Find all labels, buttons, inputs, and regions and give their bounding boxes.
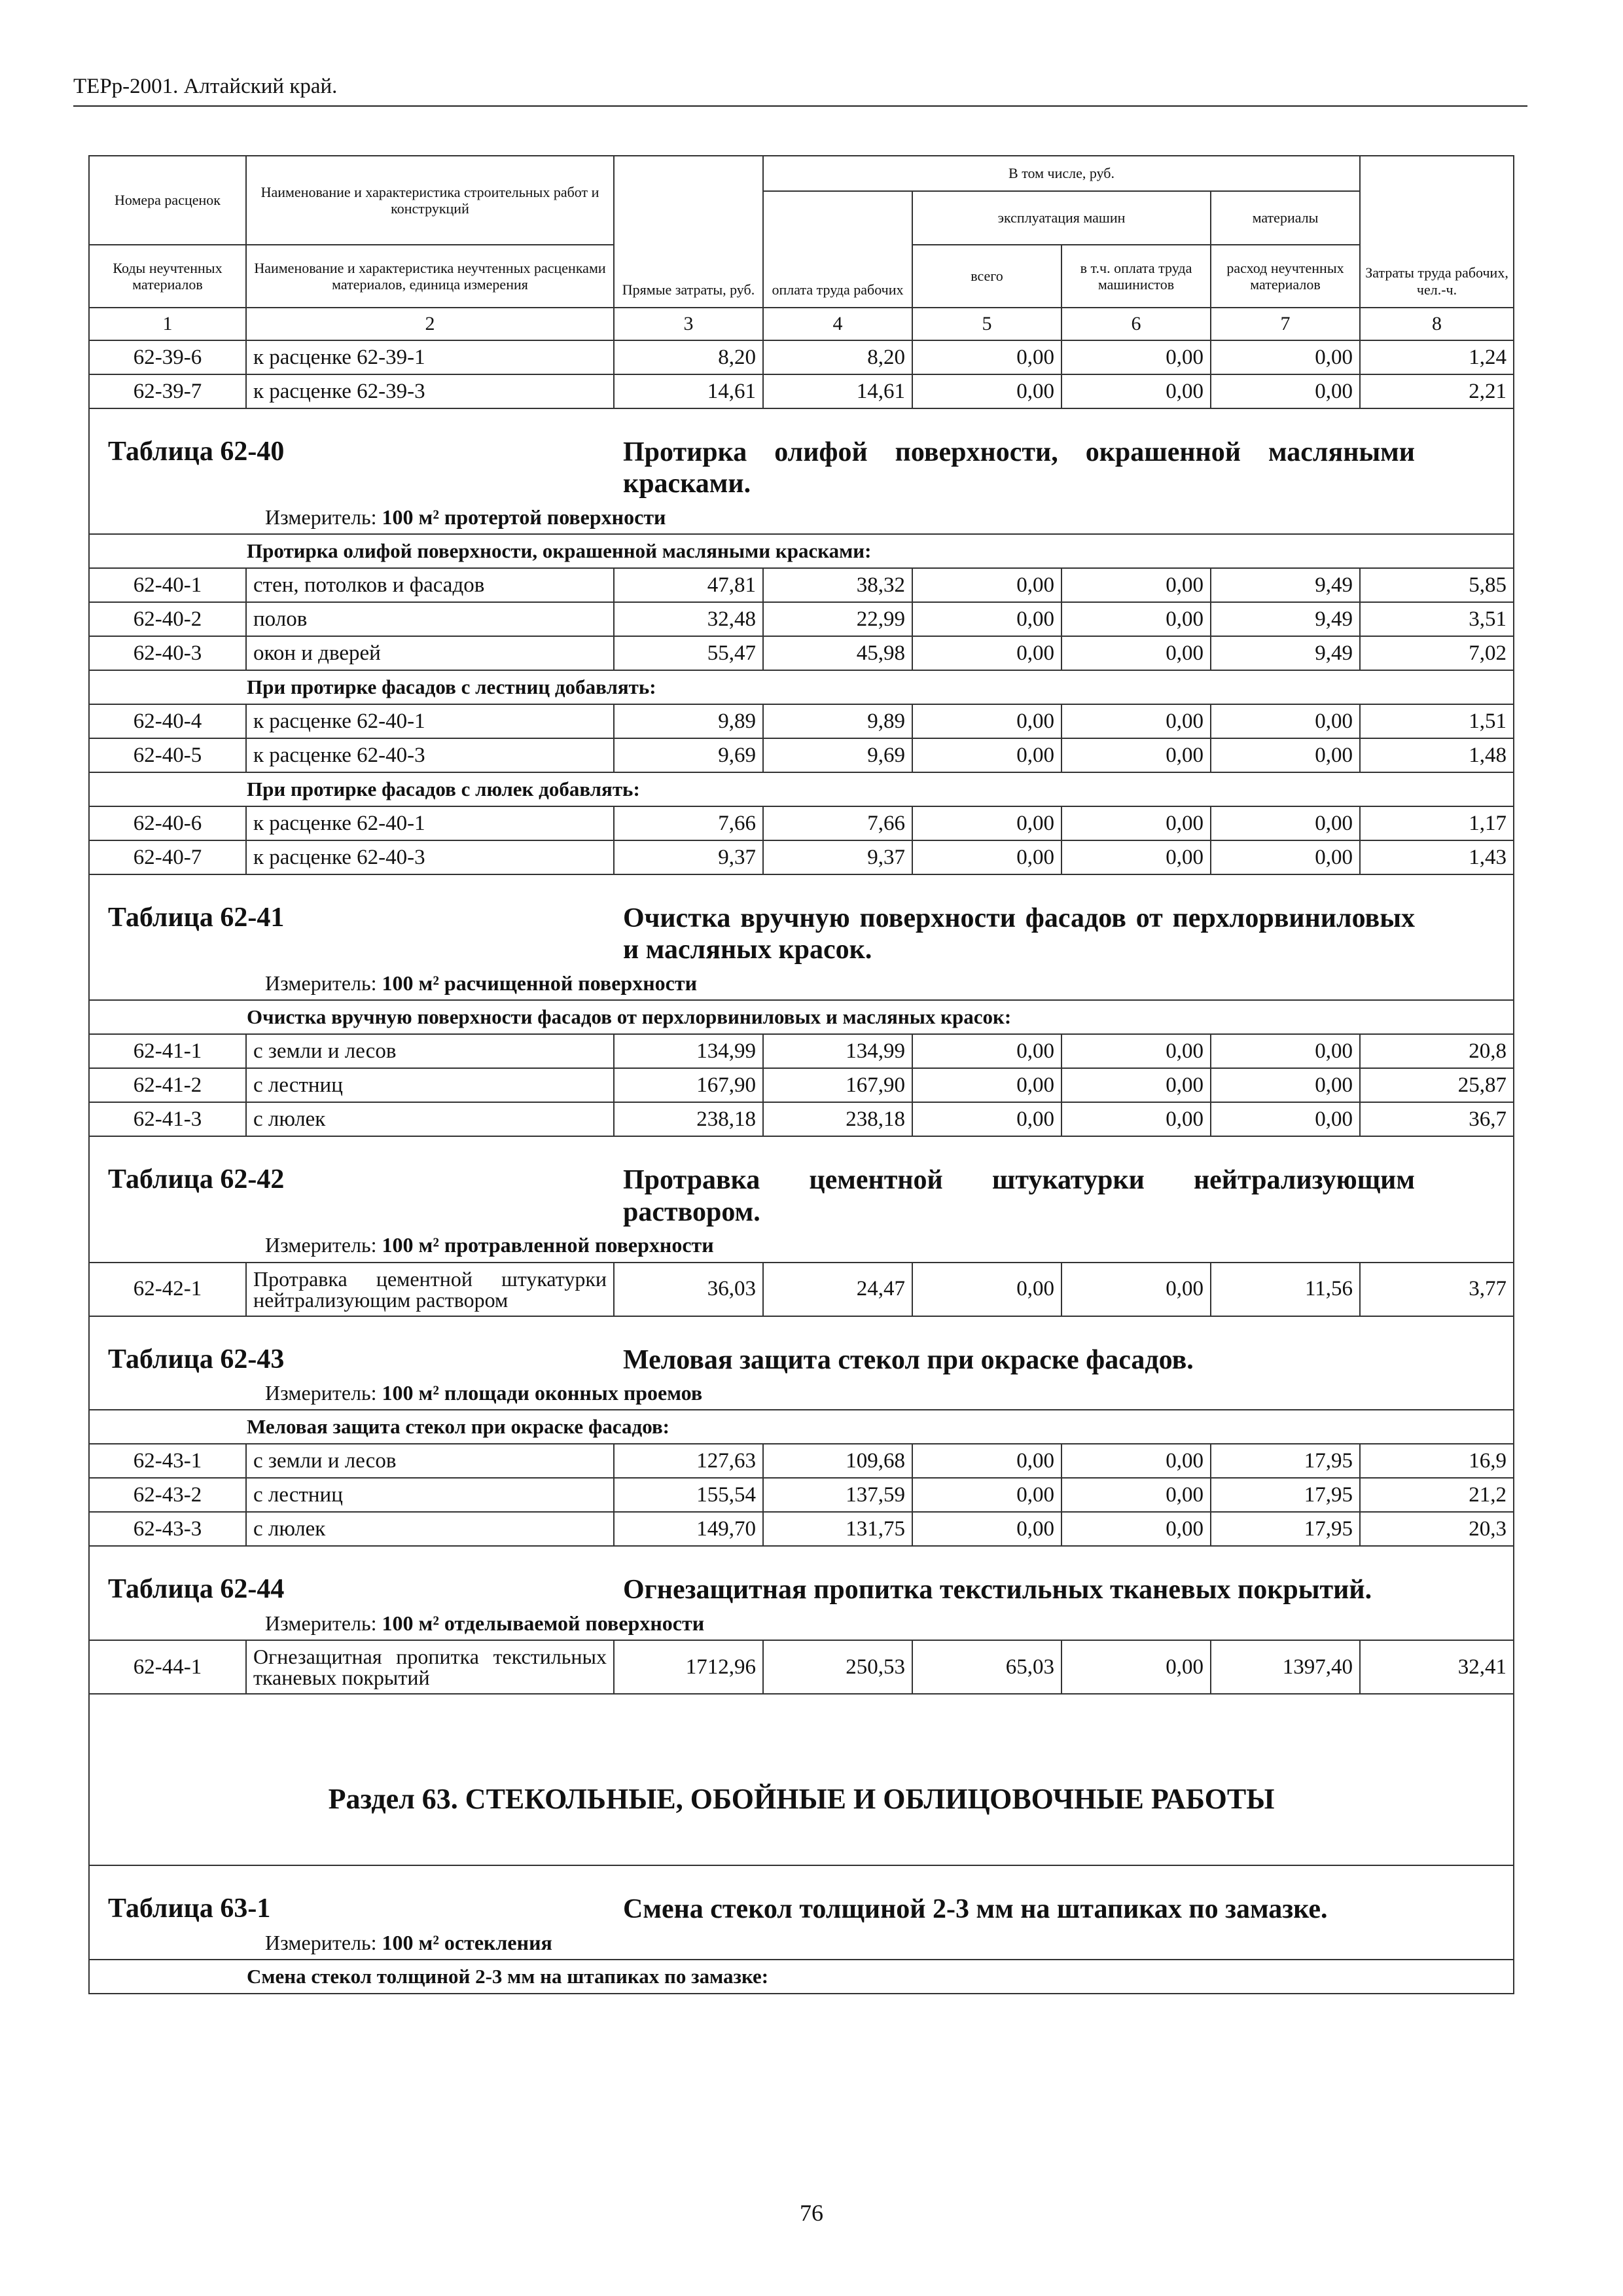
direct-cost: 36,03 — [614, 1263, 763, 1316]
labor-pay: 7,66 — [763, 806, 912, 840]
labor-pay: 45,98 — [763, 636, 912, 670]
table-heading-line — [108, 1344, 1495, 1376]
header-number: 5 — [912, 308, 1061, 340]
machinists-pay: 0,00 — [1061, 1640, 1211, 1694]
measure-label: Измеритель: — [265, 1232, 377, 1257]
table-heading-line — [108, 1893, 1495, 1925]
table-block-heading-row — [89, 1136, 1514, 1262]
table-row — [89, 1102, 1514, 1136]
table-row — [89, 636, 1514, 670]
machinists-pay: 0,00 — [1061, 1444, 1211, 1478]
materials-cost: 11,56 — [1211, 1263, 1360, 1316]
machines-total: 0,00 — [912, 1478, 1061, 1512]
table-block-heading — [89, 1546, 1514, 1640]
labor-pay: 22,99 — [763, 602, 912, 636]
table-row — [89, 602, 1514, 636]
machinists-pay: 0,00 — [1061, 1512, 1211, 1546]
machines-total: 0,00 — [912, 806, 1061, 840]
labor-hours: 20,8 — [1360, 1034, 1514, 1068]
header-number: 7 — [1211, 308, 1360, 340]
work-name: с земли и лесов — [246, 1034, 614, 1068]
measure-line — [108, 970, 1495, 1000]
table-number: Таблица 62-42 — [108, 1164, 285, 1195]
labor-hours: 3,77 — [1360, 1263, 1514, 1316]
rate-code: 62-39-7 — [89, 374, 246, 408]
work-name: окон и дверей — [246, 636, 614, 670]
table-number: Таблица 62-40 — [108, 437, 285, 467]
table-title: Смена стекол толщиной 2-3 мм на штапиках по замазке. — [623, 1894, 1328, 1925]
work-name: Огнезащитная пропитка текстильных тканевых покрытий — [246, 1640, 614, 1694]
labor-pay: 9,37 — [763, 840, 912, 874]
rate-code: 62-43-1 — [89, 1444, 246, 1478]
labor-hours: 1,43 — [1360, 840, 1514, 874]
machinists-pay: 0,00 — [1061, 374, 1211, 408]
labor-pay: 238,18 — [763, 1102, 912, 1136]
header-col7: расход неучтенных материалов — [1211, 245, 1360, 308]
header-col8: Затраты труда рабочих, чел.-ч. — [1360, 156, 1514, 308]
labor-pay: 14,61 — [763, 374, 912, 408]
table-row — [89, 1034, 1514, 1068]
rate-code: 62-40-7 — [89, 840, 246, 874]
group-heading: Смена стекол толщиной 2-3 мм на штапиках по замазке: — [89, 1960, 1514, 1994]
group-heading: Очистка вручную поверхности фасадов от перхлорвиниловых и масляных красок: — [89, 1000, 1514, 1034]
table-row — [89, 1444, 1514, 1478]
rate-code: 62-42-1 — [89, 1263, 246, 1316]
header-col3: Прямые затраты, руб. — [614, 156, 763, 308]
header-col2-top: Наименование и характеристика строительных работ и конструкций — [246, 156, 614, 245]
materials-cost: 0,00 — [1211, 738, 1360, 772]
direct-cost: 1712,96 — [614, 1640, 763, 1694]
table-block-heading — [89, 408, 1514, 534]
group-row — [89, 534, 1514, 568]
machinists-pay: 0,00 — [1061, 806, 1211, 840]
work-name: к расценке 62-39-3 — [246, 374, 614, 408]
table-block-heading — [89, 874, 1514, 1000]
materials-cost: 0,00 — [1211, 1068, 1360, 1102]
machines-total: 0,00 — [912, 636, 1061, 670]
measure-line — [108, 1380, 1495, 1410]
labor-pay: 137,59 — [763, 1478, 912, 1512]
labor-hours: 2,21 — [1360, 374, 1514, 408]
header-number-row — [89, 308, 1514, 340]
labor-hours: 32,41 — [1360, 1640, 1514, 1694]
rate-code: 62-43-3 — [89, 1512, 246, 1546]
table-block-heading — [89, 1865, 1514, 1960]
measure-value: 100 м² протравленной поверхности — [382, 1232, 714, 1257]
header-number: 6 — [1061, 308, 1211, 340]
materials-cost: 9,49 — [1211, 602, 1360, 636]
machines-total: 0,00 — [912, 1068, 1061, 1102]
labor-hours: 1,48 — [1360, 738, 1514, 772]
table-block-heading-row — [89, 408, 1514, 534]
group-heading: При протирке фасадов с люлек добавлять: — [89, 772, 1514, 806]
machinists-pay: 0,00 — [1061, 340, 1211, 374]
materials-cost: 0,00 — [1211, 374, 1360, 408]
rate-code: 62-41-2 — [89, 1068, 246, 1102]
group-row — [89, 1960, 1514, 1994]
materials-cost: 9,49 — [1211, 636, 1360, 670]
header-row-1 — [89, 156, 1514, 191]
measure-value: 100 м² протертой поверхности — [382, 505, 666, 529]
direct-cost: 47,81 — [614, 568, 763, 602]
measure-label: Измеритель: — [265, 1611, 377, 1635]
labor-pay: 38,32 — [763, 568, 912, 602]
table-title: Огнезащитная пропитка текстильных тканевых покрытий. — [623, 1575, 1372, 1605]
measure-value: 100 м² отделываемой поверхности — [382, 1611, 705, 1635]
machinists-pay: 0,00 — [1061, 1068, 1211, 1102]
rate-code: 62-44-1 — [89, 1640, 246, 1694]
labor-hours: 1,17 — [1360, 806, 1514, 840]
rates-table — [88, 155, 1514, 1994]
table-heading-line — [108, 437, 1495, 500]
machinists-pay: 0,00 — [1061, 602, 1211, 636]
table-block-heading — [89, 1136, 1514, 1262]
table-title: Протирка олифой поверхности, окрашенной масляными красками. — [623, 437, 1415, 499]
direct-cost: 155,54 — [614, 1478, 763, 1512]
machines-total: 0,00 — [912, 1102, 1061, 1136]
labor-hours: 20,3 — [1360, 1512, 1514, 1546]
labor-pay: 9,89 — [763, 704, 912, 738]
materials-cost: 0,00 — [1211, 704, 1360, 738]
work-name: к расценке 62-39-1 — [246, 340, 614, 374]
work-name: с люлек — [246, 1512, 614, 1546]
group-row — [89, 772, 1514, 806]
labor-hours: 25,87 — [1360, 1068, 1514, 1102]
group-row — [89, 1000, 1514, 1034]
direct-cost: 14,61 — [614, 374, 763, 408]
header-col6: в т.ч. оплата труда машинистов — [1061, 245, 1211, 308]
measure-label: Измеритель: — [265, 505, 377, 529]
table-number: Таблица 62-44 — [108, 1574, 285, 1605]
measure-line — [108, 1610, 1495, 1640]
group-heading: Меловая защита стекол при окраске фасадов: — [89, 1410, 1514, 1444]
machinists-pay: 0,00 — [1061, 1034, 1211, 1068]
labor-hours: 3,51 — [1360, 602, 1514, 636]
group-heading: Протирка олифой поверхности, окрашенной масляными красками: — [89, 534, 1514, 568]
group-heading: При протирке фасадов с лестниц добавлять: — [89, 670, 1514, 704]
materials-cost: 9,49 — [1211, 568, 1360, 602]
machines-total: 0,00 — [912, 704, 1061, 738]
materials-cost: 1397,40 — [1211, 1640, 1360, 1694]
table-block-heading-row — [89, 1865, 1514, 1960]
machines-total: 0,00 — [912, 374, 1061, 408]
header-rule — [73, 105, 1527, 107]
table-row — [89, 1478, 1514, 1512]
table-row — [89, 738, 1514, 772]
header-group-materials: материалы — [1211, 191, 1360, 245]
header-col1-bottom: Коды неучтенных материалов — [89, 245, 246, 308]
table-number: Таблица 62-43 — [108, 1344, 285, 1374]
machines-total: 0,00 — [912, 840, 1061, 874]
machinists-pay: 0,00 — [1061, 738, 1211, 772]
work-name: с лестниц — [246, 1068, 614, 1102]
header-col5: всего — [912, 245, 1061, 308]
section-cell — [89, 1694, 1514, 1865]
header-number: 1 — [89, 308, 246, 340]
rate-code: 62-40-1 — [89, 568, 246, 602]
group-row — [89, 1410, 1514, 1444]
table-title: Меловая защита стекол при окраске фасадов. — [623, 1344, 1194, 1375]
header-col4: оплата труда рабочих — [763, 191, 912, 308]
work-name: Протравка цементной штукатурки нейтрализующим раствором — [246, 1263, 614, 1316]
direct-cost: 7,66 — [614, 806, 763, 840]
machines-total: 0,00 — [912, 1444, 1061, 1478]
table-row — [89, 1068, 1514, 1102]
direct-cost: 8,20 — [614, 340, 763, 374]
labor-pay: 131,75 — [763, 1512, 912, 1546]
header-number: 2 — [246, 308, 614, 340]
machines-total: 0,00 — [912, 1263, 1061, 1316]
rate-code: 62-40-3 — [89, 636, 246, 670]
table-row — [89, 840, 1514, 874]
machines-total: 0,00 — [912, 568, 1061, 602]
header-col1-top: Номера расценок — [89, 156, 246, 245]
table-row — [89, 568, 1514, 602]
rates-table-frame — [88, 155, 1513, 1994]
rate-code: 62-39-6 — [89, 340, 246, 374]
labor-pay: 134,99 — [763, 1034, 912, 1068]
rate-code: 62-41-1 — [89, 1034, 246, 1068]
measure-line — [108, 504, 1495, 534]
labor-pay: 109,68 — [763, 1444, 912, 1478]
machinists-pay: 0,00 — [1061, 1102, 1211, 1136]
work-name: к расценке 62-40-1 — [246, 704, 614, 738]
labor-pay: 9,69 — [763, 738, 912, 772]
work-name: к расценке 62-40-1 — [246, 806, 614, 840]
machines-total: 0,00 — [912, 1034, 1061, 1068]
group-row — [89, 670, 1514, 704]
direct-cost: 9,69 — [614, 738, 763, 772]
table-heading-line — [108, 903, 1495, 966]
labor-pay: 8,20 — [763, 340, 912, 374]
machinists-pay: 0,00 — [1061, 704, 1211, 738]
measure-label: Измеритель: — [265, 1380, 377, 1405]
measure-value: 100 м² расчищенной поверхности — [382, 971, 697, 995]
machinists-pay: 0,00 — [1061, 840, 1211, 874]
measure-line — [108, 1232, 1495, 1262]
labor-hours: 5,85 — [1360, 568, 1514, 602]
measure-label: Измеритель: — [265, 971, 377, 995]
labor-pay: 167,90 — [763, 1068, 912, 1102]
direct-cost: 167,90 — [614, 1068, 763, 1102]
work-name: стен, потолков и фасадов — [246, 568, 614, 602]
direct-cost: 32,48 — [614, 602, 763, 636]
header-col2-bottom: Наименование и характеристика неучтенных расценками материалов, единица измерения — [246, 245, 614, 308]
header-number: 3 — [614, 308, 763, 340]
materials-cost: 0,00 — [1211, 840, 1360, 874]
table-block-heading-row — [89, 1316, 1514, 1410]
machines-total: 65,03 — [912, 1640, 1061, 1694]
table-number: Таблица 63-1 — [108, 1893, 271, 1924]
direct-cost: 55,47 — [614, 636, 763, 670]
machinists-pay: 0,00 — [1061, 1478, 1211, 1512]
labor-hours: 36,7 — [1360, 1102, 1514, 1136]
rate-code: 62-40-2 — [89, 602, 246, 636]
materials-cost: 0,00 — [1211, 806, 1360, 840]
page-number: 76 — [800, 2200, 823, 2226]
materials-cost: 17,95 — [1211, 1478, 1360, 1512]
labor-hours: 1,24 — [1360, 340, 1514, 374]
direct-cost: 149,70 — [614, 1512, 763, 1546]
measure-line — [108, 1929, 1495, 1960]
table-title: Протравка цементной штукатурки нейтрализующим раствором. — [623, 1165, 1415, 1227]
work-name: с лестниц — [246, 1478, 614, 1512]
labor-pay: 250,53 — [763, 1640, 912, 1694]
table-body — [89, 156, 1514, 1994]
machines-total: 0,00 — [912, 738, 1061, 772]
labor-hours: 21,2 — [1360, 1478, 1514, 1512]
table-row — [89, 704, 1514, 738]
labor-pay: 24,47 — [763, 1263, 912, 1316]
rate-code: 62-43-2 — [89, 1478, 246, 1512]
table-row — [89, 340, 1514, 374]
labor-hours: 16,9 — [1360, 1444, 1514, 1478]
work-name: с земли и лесов — [246, 1444, 614, 1478]
header-number: 4 — [763, 308, 912, 340]
direct-cost: 127,63 — [614, 1444, 763, 1478]
table-row — [89, 1640, 1514, 1694]
direct-cost: 9,89 — [614, 704, 763, 738]
table-row — [89, 806, 1514, 840]
machinists-pay: 0,00 — [1061, 636, 1211, 670]
table-title: Очистка вручную поверхности фасадов от перхлорвиниловых и масляных красок. — [623, 903, 1415, 965]
header-number: 8 — [1360, 308, 1514, 340]
work-name: к расценке 62-40-3 — [246, 738, 614, 772]
table-heading-line — [108, 1574, 1495, 1605]
running-header: ТЕРр-2001. Алтайский край. — [73, 75, 338, 98]
table-row — [89, 374, 1514, 408]
table-heading-line — [108, 1164, 1495, 1228]
table-row — [89, 1263, 1514, 1316]
table-block-heading-row — [89, 874, 1514, 1000]
materials-cost: 0,00 — [1211, 340, 1360, 374]
work-name: с люлек — [246, 1102, 614, 1136]
rate-code: 62-41-3 — [89, 1102, 246, 1136]
materials-cost: 0,00 — [1211, 1034, 1360, 1068]
machinists-pay: 0,00 — [1061, 1263, 1211, 1316]
header-group-machines: эксплуатация машин — [912, 191, 1211, 245]
direct-cost: 238,18 — [614, 1102, 763, 1136]
table-number: Таблица 62-41 — [108, 903, 285, 933]
header-group-main: В том числе, руб. — [763, 156, 1360, 191]
materials-cost: 0,00 — [1211, 1102, 1360, 1136]
machines-total: 0,00 — [912, 1512, 1061, 1546]
machinists-pay: 0,00 — [1061, 568, 1211, 602]
table-block-heading — [89, 1316, 1514, 1410]
work-name: к расценке 62-40-3 — [246, 840, 614, 874]
rate-code: 62-40-5 — [89, 738, 246, 772]
direct-cost: 9,37 — [614, 840, 763, 874]
table-row — [89, 1512, 1514, 1546]
work-name: полов — [246, 602, 614, 636]
machines-total: 0,00 — [912, 340, 1061, 374]
section-title: Раздел 63. СТЕКОЛЬНЫЕ, ОБОЙНЫЕ И ОБЛИЦОВОЧНЫЕ РАБОТЫ — [328, 1783, 1275, 1816]
rate-code: 62-40-4 — [89, 704, 246, 738]
materials-cost: 17,95 — [1211, 1512, 1360, 1546]
measure-value: 100 м² площади оконных проемов — [382, 1380, 703, 1405]
direct-cost: 134,99 — [614, 1034, 763, 1068]
measure-label: Измеритель: — [265, 1930, 377, 1954]
machines-total: 0,00 — [912, 602, 1061, 636]
labor-hours: 7,02 — [1360, 636, 1514, 670]
measure-value: 100 м² остекления — [382, 1930, 552, 1954]
section-row — [89, 1694, 1514, 1865]
labor-hours: 1,51 — [1360, 704, 1514, 738]
table-block-heading-row — [89, 1546, 1514, 1640]
materials-cost: 17,95 — [1211, 1444, 1360, 1478]
rate-code: 62-40-6 — [89, 806, 246, 840]
